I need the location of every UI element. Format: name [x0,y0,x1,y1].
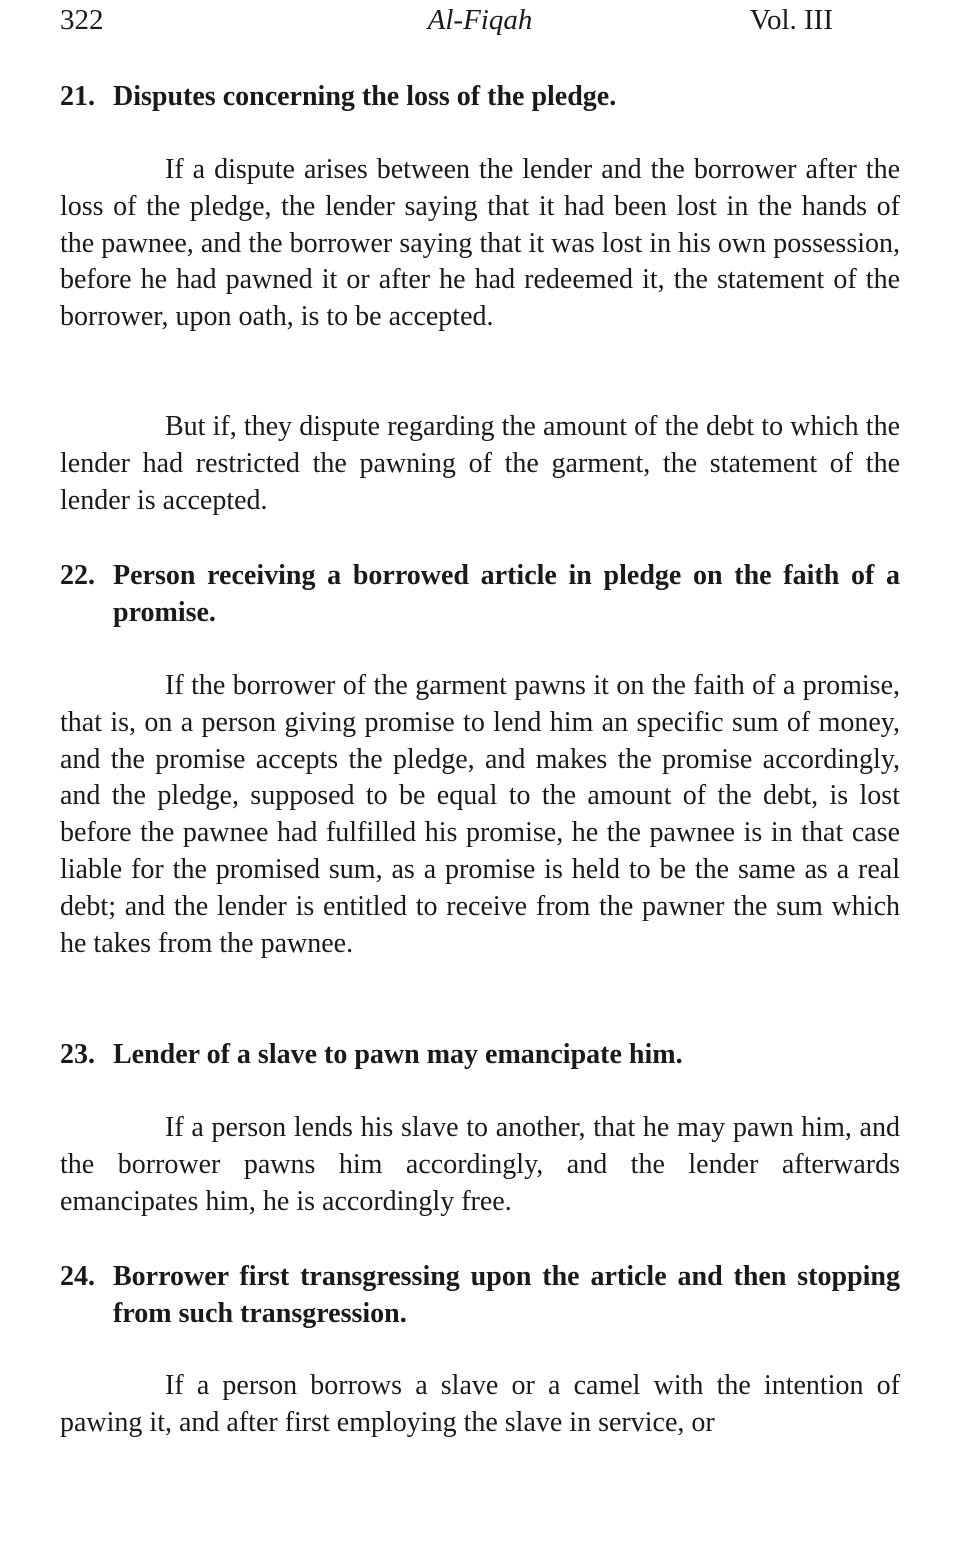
paragraph: But if, they dispute regarding the amount of the debt to which the lender had restricted the pawning of the garment, the statement of the lender is accepted. [60,411,900,516]
running-header [60,4,900,44]
section-number: 23. [60,1039,95,1070]
section-title: Disputes concerning the loss of the pledge. [113,81,617,112]
section-number: 24. [60,1261,95,1292]
page-number: 322 [60,4,104,36]
section-title: Person receiving a borrowed article in pledge on the faith of a promise. [113,560,900,628]
section-title: Lender of a slave to pawn may emancipate him. [113,1039,683,1070]
section-title: Borrower first transgressing upon the article and then stopping from such transgression. [113,1261,900,1329]
paragraph: If a dispute arises between the lender and the borrower after the loss of the pledge, the lender saying that it had been lost in the hands of the pawnee, and the borrower saying that it was lost in his own possession, before he had pawned it or after he had redeemed it, the statement of the borrower, upon oath, is to be accepted. [60,154,900,333]
section-number: 21. [60,81,95,112]
section-heading-23 [60,1036,900,1073]
section-number: 22. [60,560,95,591]
paragraph: If a person lends his slave to another, that he may pawn him, and the borrower pawns him accordingly, and the lender afterwards emancipates him, he is accordingly free. [60,1112,900,1217]
section-heading-21 [60,78,900,115]
volume-label: Vol. III [749,4,833,36]
paragraph: If the borrower of the garment pawns it on the faith of a promise, that is, on a person giving promise to lend him an specific sum of money, and the promise accepts the pledge, and makes the promise accordingly, and the pledge, supposed to be equal to the amount of the debt, is lost before the pawnee had fulfilled his promise, he the pawnee is in that case liable for the promised sum, as a promise is held to be the same as a real debt; and the lender is entitled to receive from the pawner the sum which he takes from the pawnee. [60,670,900,959]
paragraph: If a person borrows a slave or a camel with the intention of pawing it, and after first employing the slave in service, or [60,1370,900,1438]
section-heading-24 [60,1258,900,1332]
section-heading-22 [60,557,900,631]
book-title: Al-Fiqah [427,4,533,36]
